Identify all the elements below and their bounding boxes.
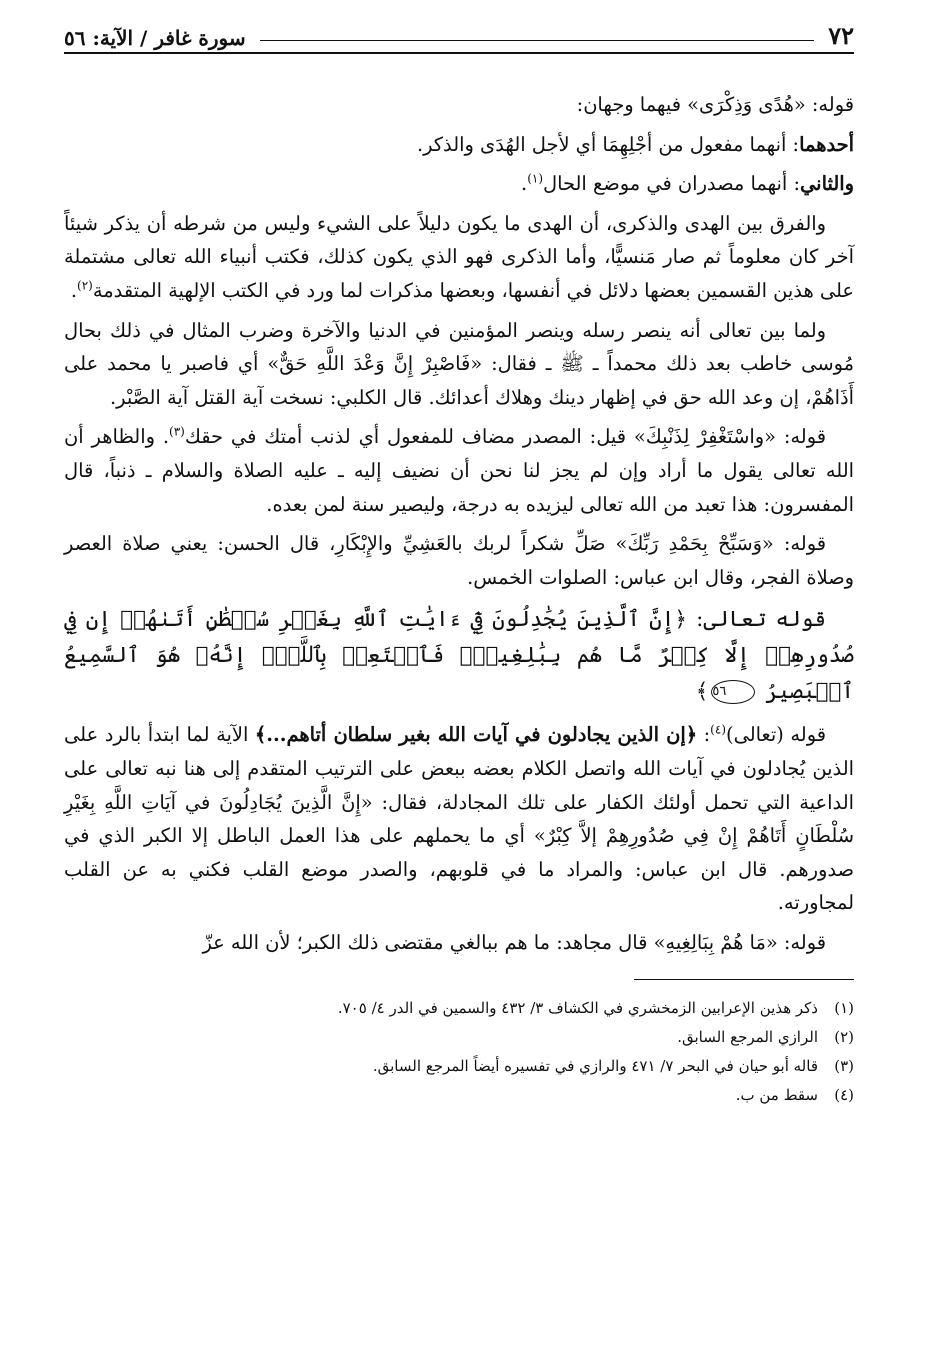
footnote-marker: (٤) <box>710 722 726 737</box>
footnote-text: الرازي المرجع السابق. <box>677 1028 818 1047</box>
page-header <box>64 14 854 54</box>
footnote-item <box>64 1052 854 1081</box>
verse-close-bracket: ﴾ <box>695 679 709 705</box>
footnote-marker: (٢) <box>77 278 93 293</box>
paragraph-text: قوله (تعالى) <box>726 723 826 747</box>
commentary-body <box>64 88 854 959</box>
paragraph-text: قوله: «وَسَبِّحْ بِحَمْدِ رَبِّكَ» صَلِّ شكراً لربك بالعَشِيِّ والإِبْكَارِ، قال الحسن: يعني صلاة العصر وصلاة الفجر، وقال ابن عباس: الصلوات الخمس. <box>64 532 854 589</box>
bold-text: أحدهما <box>799 132 854 156</box>
paragraph-text: قوله: «واسْتَغْفِرْ لِذَنْبِكَ» قيل: المصدر مضاف للمفعول أي لذنب أمتك في حقك <box>184 425 826 449</box>
quran-verse <box>64 602 854 710</box>
paragraph-text: . <box>521 172 528 196</box>
footnote-item <box>64 994 854 1023</box>
paragraph-p6 <box>64 420 854 521</box>
paragraph-text: . والظاهر أن الله تعالى يقول ما أراد وإن لم يجز لنا نحن أن نضيف إليه ـ عليه الصلاة والسلام ـ ذنباً، قال المفسرون: هذا تعبد من الله تعالى ليزيده به درجة، وليصير سنة لمن بعده. <box>64 425 854 516</box>
surah-reference: سورة غافر / الآية: ٥٦ <box>64 26 246 50</box>
paragraph-p4 <box>64 207 854 308</box>
paragraph-text: الآية لما ابتدأ بالرد على الذين يُجادلون في آيات الله واتصل الكلام بعضه ببعض على الترتيب المتقدم إلى هنا نبه تعالى على الداعية التي تحمل أولئك الكفار على تلك المجادلة، فقال: «إِنَّ الَّذِينَ يُجَادِلُونَ في آيَاتِ اللَّهِ بِغَيْرِ سُلْطَانٍ أَتَاهُمْ إِنْ فِي صُدُورِهِمْ إلاَّ كِبْرٌ» أي ما يحملهم على هذا العمل الباطل إلا الكبر الذي في صدورهم. قال ابن عباس: والمراد ما في قلوبهم، والصدر موضع القلب فكني به عن القلب لمجاورته. <box>64 723 854 915</box>
paragraph-p8 <box>64 718 854 920</box>
paragraph-text: والفرق بين الهدى والذكرى، أن الهدى ما يكون دليلاً على الشيء وليس من شرطه أن يذكر شيئاً آخر كان معلوماً ثم صار مَنسيًّا، وأما الذكرى فهو الذي يكون كذلك، فكتب أنبياء الله تعالى مشتملة على هذين القسمين بعضها دلائل في أنفسها، وبعضها مذكرات لما ورد في الكتب الإلهية المتقدمة <box>64 211 854 302</box>
paragraph-p2 <box>64 128 854 162</box>
bold-text: ﴿إن الذين يجادلون في آيات الله بغير سلطان أتاهم...﴾ <box>254 723 698 747</box>
paragraph-text: : <box>697 723 711 747</box>
paragraph-p7 <box>64 527 854 594</box>
footnote-marker: (٣) <box>169 424 185 439</box>
paragraphs-before-verse <box>64 88 854 594</box>
verse-lead: قوله تعالى: <box>686 607 826 633</box>
footnote-text: سقط من ب. <box>735 1086 818 1105</box>
paragraph-text: قوله: «هُدًى وَذِكْرَى» فيهما وجهان: <box>576 93 854 116</box>
footnote-number: (١) <box>834 999 854 1018</box>
paragraph-text: . <box>70 278 78 302</box>
paragraphs-after-verse <box>64 718 854 959</box>
paragraph-text: : أنهما مفعول من أجْلِهِمَا أي لأجل الهُدَى والذكر. <box>416 132 800 156</box>
footnote-text: ذكر هذين الإعرابين الزمخشري في الكشاف ٣/ ٤٣٢ والسمين في الدر ٤/ ٧٠٥. <box>337 999 818 1018</box>
ayah-number-marker: ٥٦ <box>711 680 755 704</box>
paragraph-p3 <box>64 167 854 201</box>
page-number: ٧٢ <box>828 21 854 50</box>
paragraph-text: ولما بين تعالى أنه ينصر رسله وينصر المؤمنين في الدنيا والآخرة وضرب المثال في ذلك بحال مُوسى خاطب بعد ذلك محمداً ـ ﷺ ـ فقال: «فَاصْبِرْ إِنَّ وَعْدَ اللَّهِ حَقٌّ» أي فاصبر يا محمد على أَذَاهُمْ، إن وعد الله حق في إظهار دينك وهلاك أعدائك. قال الكلبي: نسخت آية القتل آية الصَّبْر. <box>64 318 854 409</box>
footnote-item <box>64 1023 854 1052</box>
bold-text: والثاني <box>800 172 854 196</box>
footnote-marker: (١) <box>527 171 544 186</box>
footnote-number: (٣) <box>834 1057 854 1076</box>
paragraph-p5 <box>64 314 854 415</box>
paragraph-p9 <box>64 926 854 960</box>
book-page <box>64 14 854 1344</box>
paragraph-p1 <box>64 88 854 122</box>
header-rule <box>260 40 815 41</box>
footnotes <box>64 994 854 1110</box>
footnote-number: (٢) <box>834 1028 854 1047</box>
paragraph-text: قوله: «مَا هُمْ بِبَالِغِيهِ» قال مجاهد: ما هم ببالغي مقتضى ذلك الكبر؛ لأن الله عزّ <box>202 930 826 954</box>
verse-text: ﴿إِنَّ ٱلَّذِينَ يُجَٰدِلُونَ فِيٓ ءَايَٰتِ ٱللَّهِ بِغَيۡرِ سُلۡطَٰنٍ أَتَىٰهُمۡ إِن فِي صُدُورِهِمۡ إِلَّا كِبۡرٌ مَّا هُم بِبَٰلِغِيهِۚ فَٱسۡتَعِذۡ بِٱللَّهِۖ إِنَّهُۥ هُوَ ٱلسَّمِيعُ ٱلۡبَصِيرُ <box>64 607 854 705</box>
footnote-text: قاله أبو حيان في البحر ٧/ ٤٧١ والرازي في تفسيره أيضاً المرجع السابق. <box>372 1057 818 1076</box>
paragraph-text: : أنهما مصدران في موضع الحال <box>543 172 801 196</box>
footnote-separator <box>634 979 854 980</box>
footnote-item <box>64 1081 854 1110</box>
footnote-number: (٤) <box>834 1086 854 1105</box>
